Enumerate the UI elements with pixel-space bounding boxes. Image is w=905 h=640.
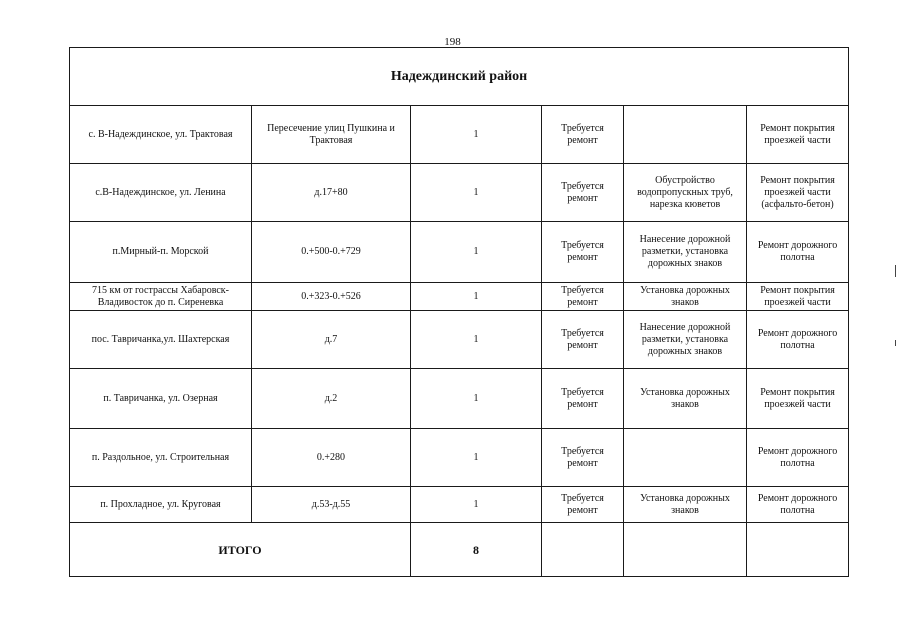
count-cell: 1 <box>411 106 542 164</box>
measures-cell: Установка дорожных знаков <box>624 369 747 429</box>
total-empty-cell <box>624 523 747 577</box>
table-row <box>70 369 849 429</box>
table-row <box>70 429 849 487</box>
status-cell: Требуется ремонт <box>542 369 624 429</box>
work-cell: Ремонт дорожного полотна <box>747 222 849 283</box>
total-empty-cell <box>542 523 624 577</box>
status-cell: Требуется ремонт <box>542 487 624 523</box>
status-cell: Требуется ремонт <box>542 311 624 369</box>
location-cell: 715 км от гострассы Хабаровск-Владивосток до п. Сиреневка <box>70 283 252 311</box>
count-cell: 1 <box>411 369 542 429</box>
work-cell: Ремонт покрытия проезжей части <box>747 106 849 164</box>
section-cell: д.7 <box>252 311 411 369</box>
table-row <box>70 106 849 164</box>
district-header-row <box>70 48 849 106</box>
section-cell: 0.+323-0.+526 <box>252 283 411 311</box>
table-row <box>70 164 849 222</box>
total-value: 8 <box>411 523 542 577</box>
measures-cell: Нанесение дорожной разметки, установка дорожных знаков <box>624 311 747 369</box>
measures-cell: Установка дорожных знаков <box>624 283 747 311</box>
table-row <box>70 487 849 523</box>
page-number: 198 <box>444 36 461 48</box>
section-cell: Пересечение улиц Пушкина и Трактовая <box>252 106 411 164</box>
total-empty-cell <box>747 523 849 577</box>
location-cell: с.В-Надеждинское, ул. Ленина <box>70 164 252 222</box>
total-label: ИТОГО <box>70 523 411 577</box>
work-cell: Ремонт покрытия проезжей части <box>747 283 849 311</box>
location-cell: п.Мирный-п. Морской <box>70 222 252 283</box>
measures-cell <box>624 429 747 487</box>
scan-mark <box>895 265 896 277</box>
work-cell: Ремонт дорожного полотна <box>747 487 849 523</box>
scan-mark <box>895 340 896 346</box>
district-title: Надеждинский район <box>70 48 849 106</box>
status-cell: Требуется ремонт <box>542 164 624 222</box>
section-cell: д.2 <box>252 369 411 429</box>
count-cell: 1 <box>411 311 542 369</box>
count-cell: 1 <box>411 487 542 523</box>
table-row <box>70 222 849 283</box>
location-cell: п. Раздольное, ул. Строительная <box>70 429 252 487</box>
location-cell: пос. Тавричанка,ул. Шахтерская <box>70 311 252 369</box>
section-cell: 0.+500-0.+729 <box>252 222 411 283</box>
status-cell: Требуется ремонт <box>542 222 624 283</box>
work-cell: Ремонт покрытия проезжей части <box>747 369 849 429</box>
measures-cell: Нанесение дорожной разметки, установка дорожных знаков <box>624 222 747 283</box>
section-cell: д.53-д.55 <box>252 487 411 523</box>
count-cell: 1 <box>411 283 542 311</box>
work-cell: Ремонт дорожного полотна <box>747 429 849 487</box>
count-cell: 1 <box>411 164 542 222</box>
location-cell: п. Прохладное, ул. Круговая <box>70 487 252 523</box>
location-cell: с. В-Надеждинское, ул. Трактовая <box>70 106 252 164</box>
measures-cell <box>624 106 747 164</box>
location-cell: п. Тавричанка, ул. Озерная <box>70 369 252 429</box>
measures-cell: Установка дорожных знаков <box>624 487 747 523</box>
road-repair-table <box>69 47 849 577</box>
work-cell: Ремонт дорожного полотна <box>747 311 849 369</box>
total-row <box>70 523 849 577</box>
work-cell: Ремонт покрытия проезжей части (асфальто-бетон) <box>747 164 849 222</box>
section-cell: 0.+280 <box>252 429 411 487</box>
section-cell: д.17+80 <box>252 164 411 222</box>
count-cell: 1 <box>411 429 542 487</box>
table-row <box>70 311 849 369</box>
measures-cell: Обустройство водопропускных труб, нарезка кюветов <box>624 164 747 222</box>
table-row <box>70 283 849 311</box>
count-cell: 1 <box>411 222 542 283</box>
status-cell: Требуется ремонт <box>542 283 624 311</box>
status-cell: Требуется ремонт <box>542 429 624 487</box>
status-cell: Требуется ремонт <box>542 106 624 164</box>
